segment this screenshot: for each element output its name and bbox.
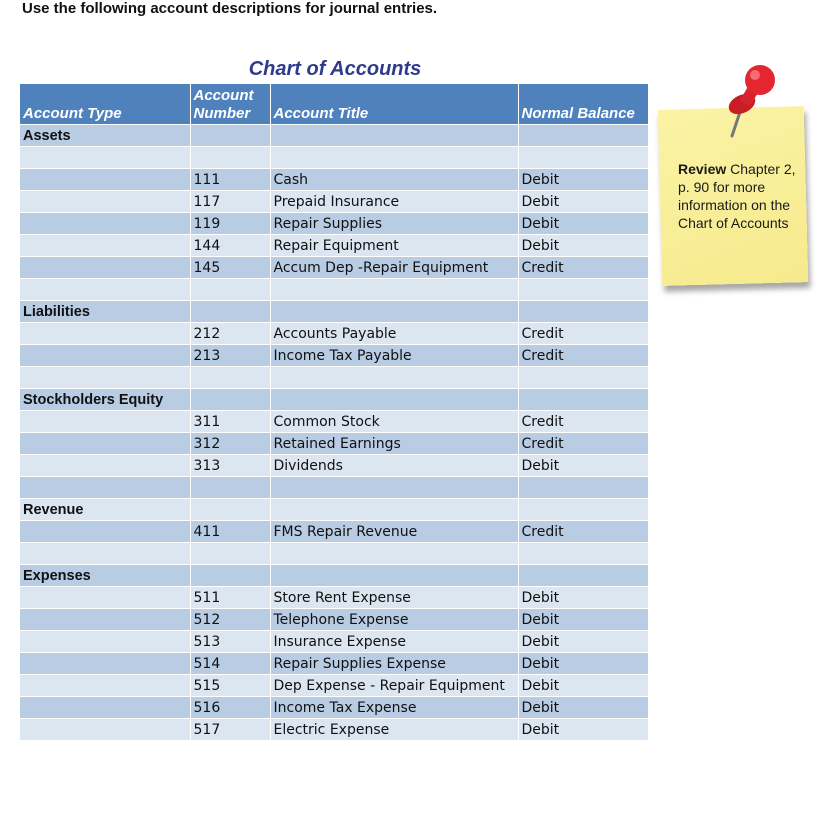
account-number-cell [190,367,270,389]
account-title-cell [270,477,518,499]
account-number-cell: 111 [190,169,270,191]
normal-balance-cell: Debit [518,675,648,697]
account-number-cell: 515 [190,675,270,697]
table-row [20,543,648,565]
account-number-cell: 516 [190,697,270,719]
account-type-cell [20,609,190,631]
normal-balance-cell: Credit [518,323,648,345]
table-body [20,125,648,741]
normal-balance-cell: Credit [518,411,648,433]
account-number-cell: 119 [190,213,270,235]
account-number-cell: 212 [190,323,270,345]
normal-balance-cell: Debit [518,191,648,213]
account-number-cell [190,125,270,147]
normal-balance-cell: Debit [518,455,648,477]
account-title-cell: Prepaid Insurance [270,191,518,213]
table-row [20,587,648,609]
account-title-cell: Repair Supplies [270,213,518,235]
header-account-type: Account Type [20,84,190,125]
account-type-cell [20,631,190,653]
header-account-number [190,84,270,125]
account-title-cell: Insurance Expense [270,631,518,653]
account-type-cell [20,257,190,279]
normal-balance-cell: Credit [518,345,648,367]
table-row [20,169,648,191]
normal-balance-cell [518,499,648,521]
normal-balance-cell: Debit [518,609,648,631]
table-row [20,235,648,257]
normal-balance-cell: Debit [518,719,648,741]
sticky-note-bold: Review [678,161,727,177]
table-row [20,631,648,653]
normal-balance-cell: Debit [518,587,648,609]
account-number-cell: 312 [190,433,270,455]
account-title-cell: Repair Supplies Expense [270,653,518,675]
account-title-cell: Electric Expense [270,719,518,741]
account-type-cell [20,653,190,675]
account-number-cell [190,499,270,521]
header-account-number-line1: Account [193,87,254,104]
normal-balance-cell: Credit [518,433,648,455]
account-number-cell: 512 [190,609,270,631]
account-title-cell: Store Rent Expense [270,587,518,609]
normal-balance-cell [518,301,648,323]
account-type-cell [20,675,190,697]
normal-balance-cell [518,477,648,499]
pushpin-icon [718,64,778,140]
account-title-cell: Telephone Expense [270,609,518,631]
header-account-title: Account Title [270,84,518,125]
account-number-cell: 514 [190,653,270,675]
account-type-cell [20,543,190,565]
account-title-cell: Accum Dep -Repair Equipment [270,257,518,279]
account-number-cell [190,147,270,169]
account-title-cell [270,389,518,411]
table-row [20,653,648,675]
account-number-cell [190,301,270,323]
normal-balance-cell: Debit [518,697,648,719]
account-type-cell [20,147,190,169]
normal-balance-cell: Debit [518,169,648,191]
account-number-cell: 145 [190,257,270,279]
account-title-cell: Accounts Payable [270,323,518,345]
account-type-cell [20,323,190,345]
account-type-cell [20,719,190,741]
account-type-cell [20,213,190,235]
instruction-text: Use the following account descriptions for journal entries. [22,0,438,17]
account-number-cell: 213 [190,345,270,367]
table-row [20,389,648,411]
sticky-note-rest: Chapter 2, p. 90 for more information on the Chart of Accounts [678,161,796,231]
table-row [20,719,648,741]
table-row [20,675,648,697]
account-type-cell [20,345,190,367]
account-number-cell: 313 [190,455,270,477]
account-number-cell: 311 [190,411,270,433]
account-type-cell [20,279,190,301]
account-number-cell [190,543,270,565]
normal-balance-cell [518,565,648,587]
table-row [20,213,648,235]
normal-balance-cell [518,147,648,169]
account-title-cell [270,499,518,521]
table-row [20,367,648,389]
account-number-cell: 117 [190,191,270,213]
table-row [20,323,648,345]
table-header-row [20,84,648,125]
chart-of-accounts-table [20,84,649,741]
account-type-cell: Revenue [20,499,190,521]
account-type-cell: Liabilities [20,301,190,323]
account-title-cell [270,279,518,301]
table-row [20,433,648,455]
account-type-cell [20,521,190,543]
account-title-cell [270,543,518,565]
account-type-cell [20,191,190,213]
table-row [20,499,648,521]
normal-balance-cell: Credit [518,521,648,543]
normal-balance-cell: Credit [518,257,648,279]
table-row [20,279,648,301]
header-normal-balance: Normal Balance [518,84,648,125]
table-row [20,521,648,543]
account-type-cell: Stockholders Equity [20,389,190,411]
account-type-cell [20,235,190,257]
account-number-cell: 411 [190,521,270,543]
account-number-cell: 511 [190,587,270,609]
table-row [20,455,648,477]
normal-balance-cell [518,367,648,389]
table-row [20,125,648,147]
header-account-number-line2: Number [193,105,251,122]
table-row [20,345,648,367]
account-type-cell: Assets [20,125,190,147]
account-title-cell: Cash [270,169,518,191]
table-row [20,147,648,169]
table-row [20,477,648,499]
normal-balance-cell: Debit [518,213,648,235]
table-row [20,257,648,279]
account-title-cell [270,125,518,147]
account-title-cell: FMS Repair Revenue [270,521,518,543]
account-type-cell [20,697,190,719]
account-title-cell: Dividends [270,455,518,477]
table-row [20,411,648,433]
chart-title: Chart of Accounts [248,58,422,80]
account-type-cell [20,477,190,499]
normal-balance-cell [518,543,648,565]
account-type-cell [20,169,190,191]
normal-balance-cell: Debit [518,653,648,675]
account-number-cell: 513 [190,631,270,653]
account-number-cell [190,565,270,587]
account-number-cell [190,477,270,499]
table-row [20,191,648,213]
table-row [20,697,648,719]
account-title-cell [270,565,518,587]
account-number-cell: 517 [190,719,270,741]
account-number-cell [190,389,270,411]
account-title-cell: Income Tax Payable [270,345,518,367]
normal-balance-cell: Debit [518,235,648,257]
sticky-note-text [678,160,802,232]
table-row [20,609,648,631]
account-number-cell: 144 [190,235,270,257]
normal-balance-cell [518,125,648,147]
account-type-cell [20,411,190,433]
account-number-cell [190,279,270,301]
account-title-cell: Retained Earnings [270,433,518,455]
account-title-cell [270,147,518,169]
account-title-cell: Repair Equipment [270,235,518,257]
normal-balance-cell [518,389,648,411]
normal-balance-cell: Debit [518,631,648,653]
account-title-cell [270,301,518,323]
account-type-cell [20,433,190,455]
table-row [20,301,648,323]
table-row [20,565,648,587]
account-title-cell: Income Tax Expense [270,697,518,719]
account-title-cell: Common Stock [270,411,518,433]
normal-balance-cell [518,279,648,301]
account-type-cell [20,455,190,477]
account-type-cell [20,587,190,609]
account-title-cell: Dep Expense - Repair Equipment [270,675,518,697]
account-type-cell: Expenses [20,565,190,587]
account-type-cell [20,367,190,389]
account-title-cell [270,367,518,389]
